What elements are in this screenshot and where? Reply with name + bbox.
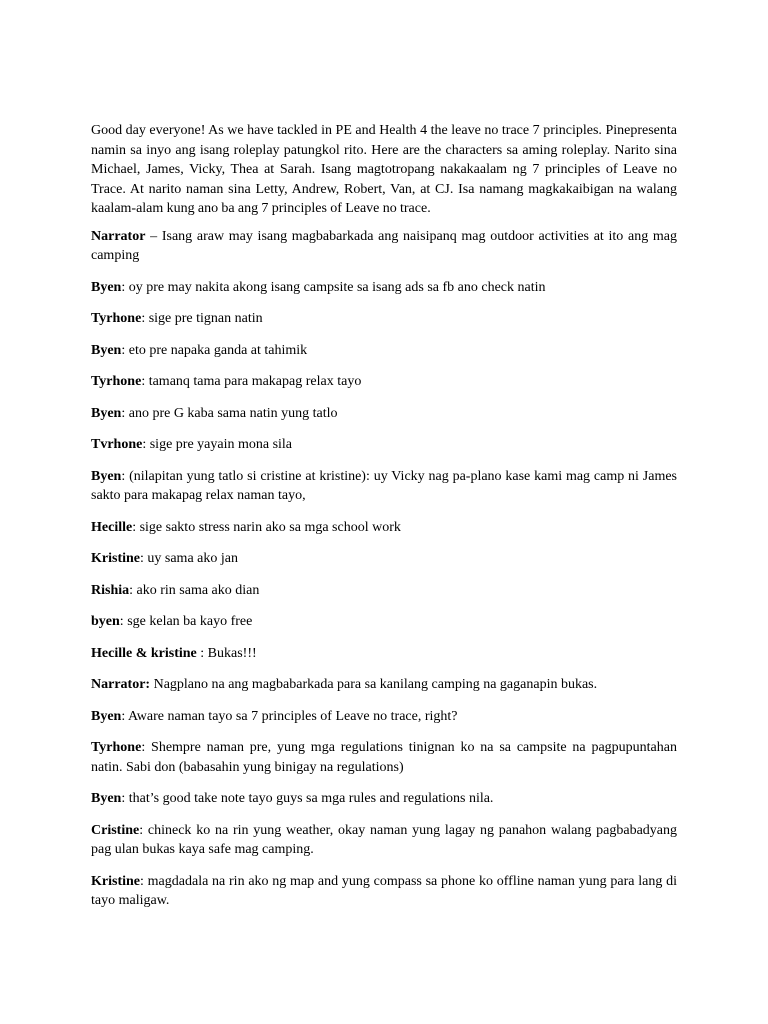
dialogue-line [91, 581, 677, 601]
speaker-name: Tyrhone [91, 374, 142, 389]
dialogue-line [91, 518, 677, 538]
dialogue-line [91, 789, 677, 809]
speaker-name: Tyrhone [91, 311, 142, 326]
document-page [91, 121, 677, 911]
dialogue-text: magdadala na rin ako ng map and yung compass sa phone ko offline naman yung para lang di tayo maligaw. [91, 873, 677, 908]
dialogue-text: tamanq tama para makapag relax tayo [148, 374, 362, 389]
dialogue-line [91, 309, 677, 329]
speaker-separator: : [121, 708, 128, 724]
speaker-separator: : [119, 614, 128, 629]
dialogue-text: uy sama ako jan [147, 551, 238, 566]
intro-paragraph: Good day everyone! As we have tackled in PE and Health 4 the leave no trace 7 principles. Pinepresenta namin sa inyo ang isang roleplay patungkol rito. Here are the characters sa aming roleplay. Narito sina Michael, James, Vicky, Thea at Sarah. Isang magtotropang nakakaalam ng 7 principles of Leave no Trace. At narito naman sina Letty, Andrew, Robert, Van, at CJ. Isa namang magkakaibigan na walang kaalam-alam kung ano ba ang 7 principles of Leave no trace. [91, 123, 677, 216]
speaker-separator: : [139, 822, 148, 838]
speaker-name: Byen [91, 279, 122, 295]
dialogue-text: chineck ko na rin yung weather, okay naman yung lagay ng panahon walang pagbabadyang pag ulan bukas kaya safe mag camping. [91, 822, 678, 857]
dialogue-text: Isang araw may isang magbabarkada ang naisipanq mag outdoor activities at ito ang mag camping [91, 228, 677, 263]
dialogue-line [91, 872, 677, 911]
speaker-separator: : [121, 279, 129, 295]
speaker-separator: : [129, 582, 137, 598]
speaker-name: Rishia [91, 582, 130, 598]
dialogue-text: Nagplano na ang magbabarkada para sa kanilang camping na gaganapin bukas. [153, 677, 598, 692]
dialogue-line [91, 675, 677, 695]
speaker-name: Kristine [91, 873, 140, 889]
speaker-name: Byen [91, 708, 122, 724]
dialogue-line [91, 227, 677, 266]
speaker-name: Byen [91, 405, 122, 421]
speaker-name: Hecille [91, 519, 133, 535]
dialogue-line [91, 644, 677, 664]
speaker-separator: : [121, 342, 129, 358]
dialogue-text: Aware naman tayo sa 7 principles of Leave no trace, right? [127, 708, 458, 724]
dialogue-line [91, 404, 677, 424]
speaker-separator: – [145, 228, 162, 244]
dialogue-line [91, 341, 677, 361]
dialogue-text: ano pre G kaba sama natin yung tatlo [128, 405, 338, 421]
speaker-separator: : [141, 740, 152, 755]
dialogue-line [91, 549, 677, 569]
speaker-name: Narrator: [91, 677, 151, 692]
speaker-separator: : [196, 645, 208, 661]
dialogue-line [91, 821, 677, 860]
dialogue-line [91, 467, 677, 506]
dialogue-line [91, 278, 677, 298]
dialogue-line [91, 738, 677, 777]
dialogue-text: sge kelan ba kayo free [127, 614, 253, 629]
speaker-separator: : [140, 551, 148, 566]
speaker-name: Tyrhone [91, 740, 142, 755]
dialogue-text: Shempre naman pre, yung mga regulations tinignan ko na sa campsite na pagpupuntahan natin. Sabi don (babasahin yung binigay na regulations) [91, 740, 677, 775]
speaker-name: Kristine [91, 551, 140, 566]
speaker-separator: : [141, 311, 149, 326]
dialogue-line [91, 372, 677, 392]
speaker-separator: : [141, 374, 149, 389]
speaker-name: byen [91, 614, 120, 629]
speaker-name: Cristine [91, 822, 140, 838]
speaker-separator: : [121, 468, 130, 484]
dialogue-line [91, 707, 677, 727]
dialogue-line [91, 435, 677, 455]
speaker-separator: : [132, 519, 140, 535]
speaker-separator: : [140, 873, 148, 889]
speaker-name: Tvrhone [91, 437, 143, 452]
dialogue-text: Bukas!!! [207, 645, 257, 661]
dialogue-text: sige sakto stress narin ako sa mga school work [139, 519, 401, 535]
speaker-name: Narrator [91, 228, 146, 244]
dialogue-text: ako rin sama ako dian [136, 582, 260, 598]
speaker-separator: : [142, 437, 150, 452]
speaker-name: Hecille & kristine [91, 645, 197, 661]
speaker-separator: : [121, 405, 129, 421]
dialogue-text: (nilapitan yung tatlo si cristine at kristine): uy Vicky nag pa-plano kase kami mag camp ni James sakto para makapag relax naman tayo, [91, 468, 677, 503]
speaker-name: Byen [91, 342, 122, 358]
speaker-separator: : [121, 791, 129, 806]
dialogue-line [91, 612, 677, 632]
speaker-name: Byen [91, 791, 122, 806]
dialogue-text: sige pre tignan natin [148, 311, 263, 326]
dialogue-text: oy pre may nakita akong isang campsite sa isang ads sa fb ano check natin [128, 279, 546, 295]
dialogue-text: sige pre yayain mona sila [149, 437, 293, 452]
dialogue-text: that’s good take note tayo guys sa mga rules and regulations nila. [128, 791, 494, 806]
speaker-name: Byen [91, 468, 122, 484]
dialogue-list [91, 227, 677, 911]
dialogue-text: eto pre napaka ganda at tahimik [128, 342, 308, 358]
